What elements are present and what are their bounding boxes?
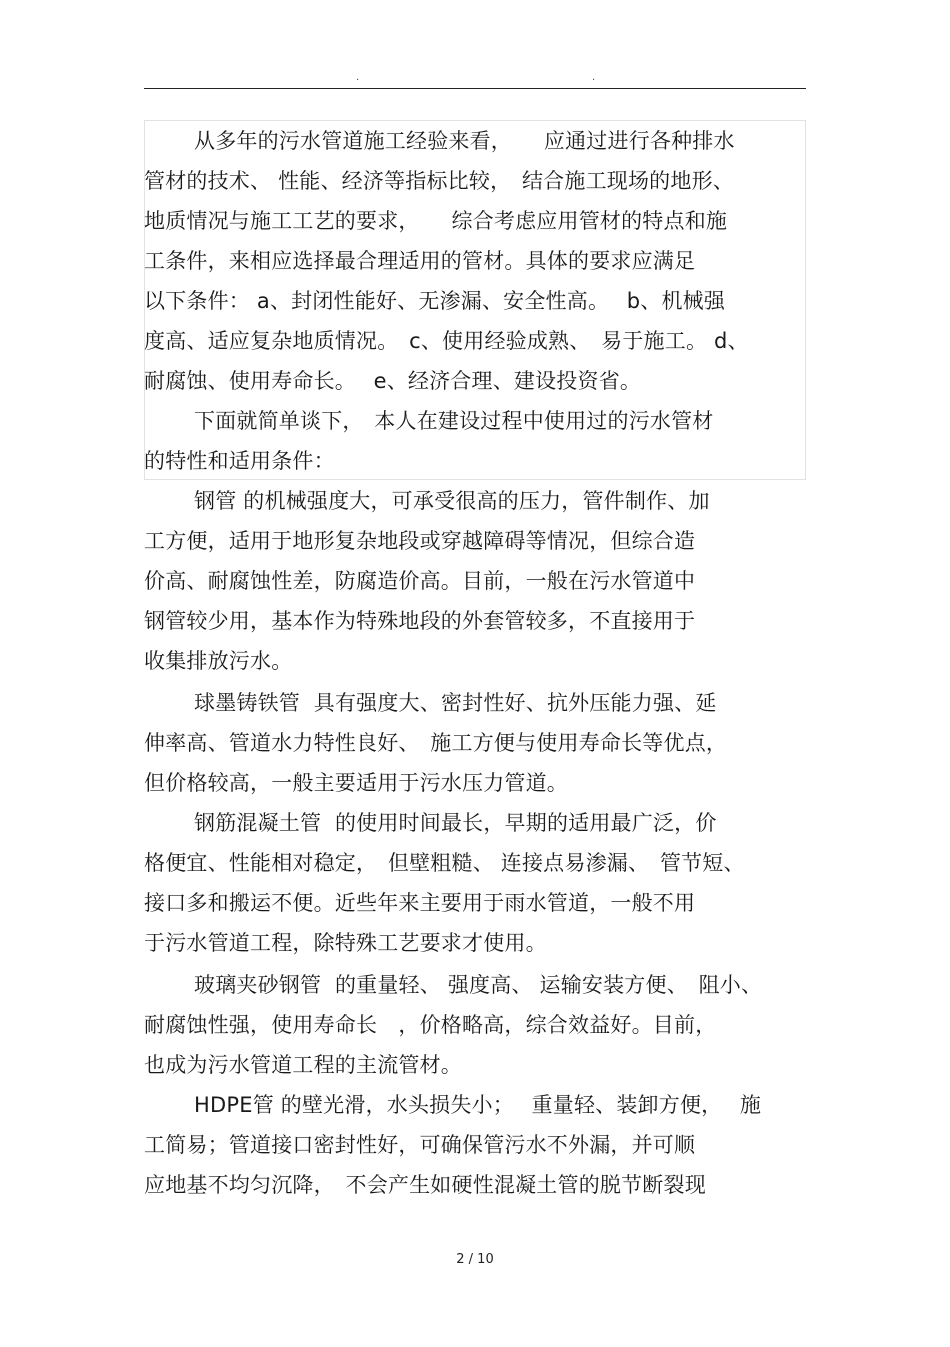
text-line: 也成为污水管道工程的主流管材。 — [144, 1053, 462, 1077]
text-line: 球墨铸铁管 具有强度大、密封性好、抗外压能力强、延 — [194, 691, 717, 715]
text-line: 耐腐蚀、使用寿命长。 e、经济合理、建设投资省。 — [144, 369, 642, 393]
text-line: 格便宜、性能相对稳定， 但壁粗糙、 连接点易渗漏、 管节短、 — [144, 851, 745, 875]
text-line: 的特性和适用条件： — [144, 449, 335, 473]
text-line: 钢筋混凝土管 的使用时间最长，早期的适用最广泛，价 — [194, 811, 717, 835]
text-line: 收集排放污水。 — [144, 649, 293, 673]
text-line: 工简易；管道接口密封性好，可确保管污水不外漏，并可顺 — [144, 1133, 696, 1157]
header-rule — [144, 88, 806, 89]
text-line: 接口多和搬运不便。近些年来主要用于雨水管道，一般不用 — [144, 891, 696, 915]
text-line: 钢管较少用，基本作为特殊地段的外套管较多，不直接用于 — [144, 609, 696, 633]
page-number: 2 / 10 — [456, 1252, 494, 1267]
text-line: 度高、适应复杂地质情况。 c、使用经验成熟、 易于施工。 d、 — [144, 329, 749, 353]
text-line: 耐腐蚀性强，使用寿命长 ，价格略高，综合效益好。目前， — [144, 1013, 717, 1037]
header-dot-right: . — [592, 72, 596, 83]
text-line: 应地基不均匀沉降， 不会产生如硬性混凝土管的脱节断裂现 — [144, 1173, 706, 1197]
text-line: 伸率高、管道水力特性良好、 施工方便与使用寿命长等优点， — [144, 731, 728, 755]
text-line: HDPE管 的壁光滑，水头损失小； 重量轻、装卸方便， 施 — [194, 1093, 762, 1117]
text-line: 地质情况与施工工艺的要求， 综合考虑应用管材的特点和施 — [144, 209, 728, 233]
text-line: 玻璃夹砂钢管 的重量轻、 强度高、 运输安装方便、 阻小、 — [194, 973, 763, 997]
text-line: 工条件，来相应选择最合理适用的管材。具体的要求应满足 — [144, 249, 696, 273]
text-line: 价高、耐腐蚀性差，防腐造价高。目前，一般在污水管道中 — [144, 569, 696, 593]
text-line: 但价格较高，一般主要适用于污水压力管道。 — [144, 771, 568, 795]
text-line: 从多年的污水管道施工经验来看， 应通过进行各种排水 — [194, 129, 735, 153]
text-line: 管材的技术、 性能、经济等指标比较， 结合施工现场的地形、 — [144, 169, 734, 193]
text-line: 钢管 的机械强度大，可承受很高的压力，管件制作、加 — [194, 489, 710, 513]
text-line: 下面就简单谈下， 本人在建设过程中使用过的污水管材 — [194, 409, 714, 433]
text-line: 以下条件： a、封闭性能好、无渗漏、安全性高。 b、机械强 — [144, 289, 726, 313]
header-dot-left: . — [356, 72, 360, 83]
text-line: 工方便，适用于地形复杂地段或穿越障碍等情况，但综合造 — [144, 529, 696, 553]
text-line: 于污水管道工程，除特殊工艺要求才使用。 — [144, 931, 547, 955]
